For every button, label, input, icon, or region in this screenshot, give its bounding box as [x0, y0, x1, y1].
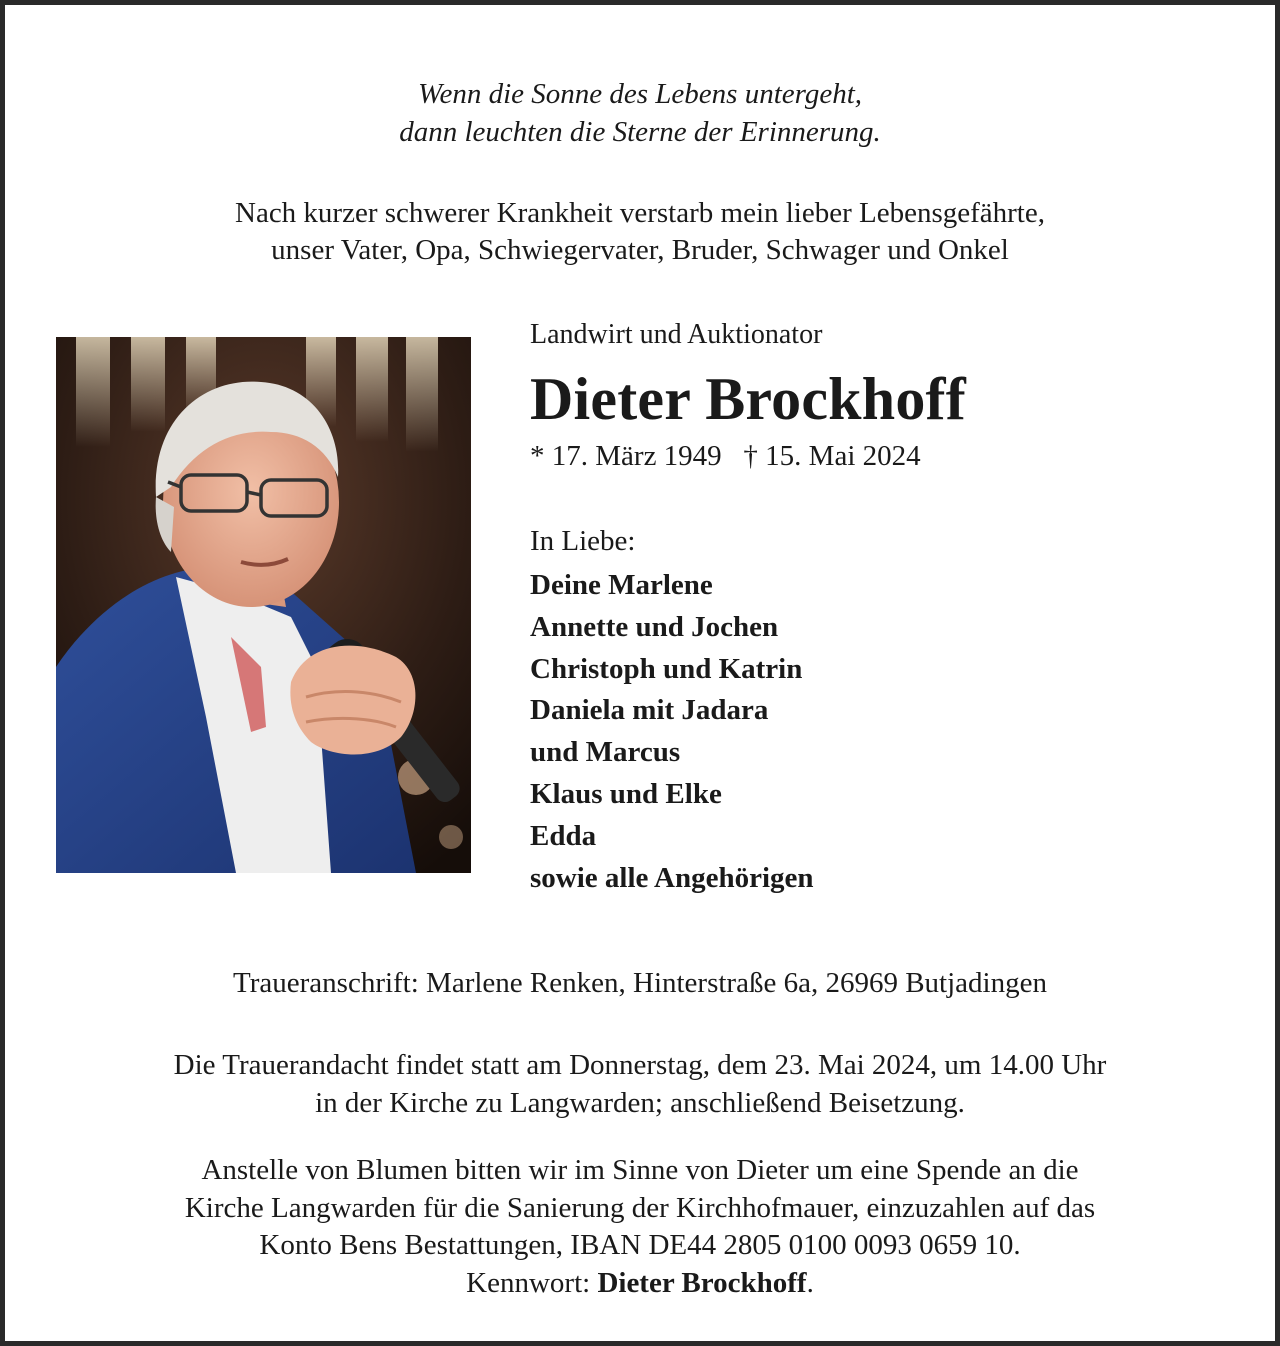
keyword-end: . [806, 1266, 814, 1299]
mourner-item: Daniela mit Jadara [530, 694, 769, 727]
motto-quote [5, 75, 1275, 151]
keyword-value: Dieter Brockhoff [597, 1266, 807, 1299]
mourner-item: Deine Marlene [530, 569, 713, 601]
intro-line-1: Nach kurzer schwerer Krankheit verstarb mein lieber Lebensgefährte, [235, 197, 1045, 229]
mourner-item: Christoph und Katrin [530, 652, 803, 685]
mourner-item: Edda [530, 819, 597, 852]
mourner-item: Klaus und Elke [530, 777, 722, 810]
intro-line-2: unser Vater, Opa, Schwiegervater, Bruder, Schwager und Onkel [271, 234, 1009, 266]
portrait-photo [56, 337, 471, 873]
service-info [5, 1046, 1275, 1122]
keyword-label: Kennwort: [466, 1266, 598, 1299]
donation-line-3: Konto Bens Bestattungen, IBAN DE44 2805 0100 0093 0659 10. [259, 1229, 1021, 1261]
donation-info [5, 1152, 1275, 1302]
motto-line-1: Wenn die Sonne des Lebens untergeht, [417, 78, 863, 110]
mourner-item: Annette und Jochen [530, 610, 779, 643]
mourner-item: und Marcus [530, 736, 681, 769]
mourning-address: Traueranschrift: Marlene Renken, Hinterstraße 6a, 26969 Butjadingen [233, 967, 1047, 999]
donation-line-2: Kirche Langwarden für die Sanierung der Kirchhofmauer, einzuzahlen auf das [184, 1191, 1096, 1224]
mourners-list [530, 565, 814, 899]
deceased-name: Dieter Brockhoff [530, 366, 966, 432]
donation-line-1: Anstelle von Blumen bitten wir im Sinne von Dieter um eine Spende an die [201, 1154, 1079, 1186]
donation-keyword [5, 1265, 1275, 1303]
motto-line-2: dann leuchten die Sterne der Erinnerung. [399, 116, 881, 148]
service-line-2: in der Kirche zu Langwarden; anschließend Beisetzung. [315, 1087, 965, 1119]
intro-text [5, 195, 1275, 269]
in-love-label: In Liebe: [530, 525, 636, 557]
profession: Landwirt und Auktionator [530, 319, 823, 350]
service-line-1: Die Trauerandacht findet statt am Donnerstag, dem 23. Mai 2024, um 14.00 Uhr [173, 1049, 1107, 1081]
portrait-illustration [56, 337, 471, 873]
life-dates: * 17. März 1949 † 15. Mai 2024 [530, 440, 921, 472]
mourner-item: sowie alle Angehörigen [530, 861, 814, 894]
